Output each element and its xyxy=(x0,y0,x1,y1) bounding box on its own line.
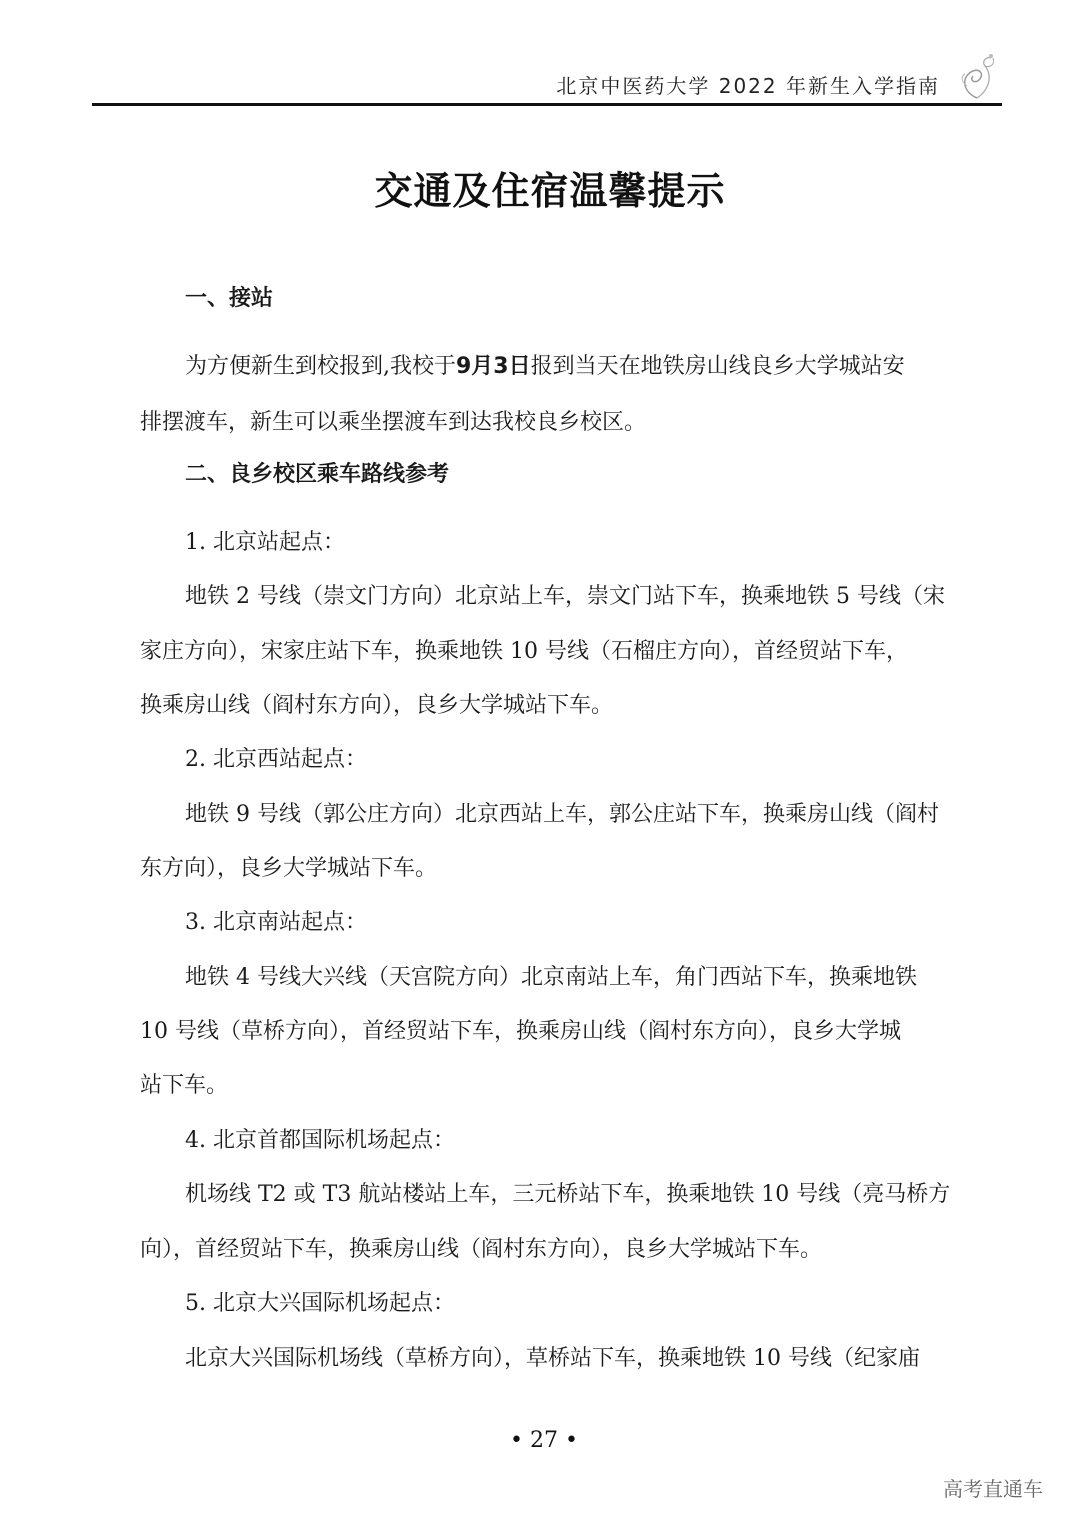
page-title: 交通及住宿温馨提示 xyxy=(374,169,726,213)
route-text: 换乘房山线（阎村东方向），良乡大学城站下车。 xyxy=(140,693,614,718)
floral-ornament-icon xyxy=(955,52,999,100)
route-text: 站下车。 xyxy=(140,1073,229,1098)
watermark: 高考直通车 xyxy=(943,1477,1043,1501)
route-label-2: 2. 北京西站起点： xyxy=(185,747,367,772)
route-label-5: 5. 北京大兴国际机场起点： xyxy=(185,1291,455,1316)
paragraph-pickup-line2: 排摆渡车，新生可以乘坐摆渡车到达我校良乡校区。 xyxy=(140,410,647,435)
route-label-4: 4. 北京首都国际机场起点： xyxy=(185,1128,455,1153)
route-text: 东方向），良乡大学城站下车。 xyxy=(140,856,438,881)
highlighted-date: 9月3日 xyxy=(456,354,531,379)
route-label-1: 1. 北京站起点： xyxy=(185,530,345,555)
page-number: • 27 • xyxy=(510,1428,578,1453)
paragraph-text: 报到当天在地铁房山线良乡大学城站安 xyxy=(530,354,905,379)
paragraph-text: 为方便新生到校报到,我校于 xyxy=(185,354,456,379)
header-rule xyxy=(92,103,1002,106)
route-text: 家庄方向），宋家庄站下车，换乘地铁 10 号线（石榴庄方向），首经贸站下车， xyxy=(140,639,908,664)
running-header-title: 北京中医药大学 2022 年新生入学指南 xyxy=(556,74,940,98)
paragraph-pickup-line1 xyxy=(185,352,905,382)
route-text: 北京大兴国际机场线（草桥方向），草桥站下车，换乘地铁 10 号线（纪家庙 xyxy=(185,1346,920,1371)
route-text: 地铁 9 号线（郭公庄方向）北京西站上车，郭公庄站下车，换乘房山线（阎村 xyxy=(185,802,939,827)
route-label-3: 3. 北京南站起点： xyxy=(185,910,367,935)
route-text: 地铁 2 号线（崇文门方向）北京站上车，崇文门站下车，换乘地铁 5 号线（宋 xyxy=(185,584,945,609)
route-text: 地铁 4 号线大兴线（天宫院方向）北京南站上车，角门西站下车，换乘地铁 xyxy=(185,965,917,990)
section-heading-routes: 二、良乡校区乘车路线参考 xyxy=(185,462,450,487)
route-text: 10 号线（草桥方向），首经贸站下车，换乘房山线（阎村东方向），良乡大学城 xyxy=(140,1019,901,1044)
route-text: 向），首经贸站下车，换乘房山线（阎村东方向），良乡大学城站下车。 xyxy=(140,1237,823,1262)
section-heading-pickup: 一、接站 xyxy=(185,286,274,311)
route-text: 机场线 T2 或 T3 航站楼站上车，三元桥站下车，换乘地铁 10 号线（亮马桥方 xyxy=(185,1182,951,1207)
